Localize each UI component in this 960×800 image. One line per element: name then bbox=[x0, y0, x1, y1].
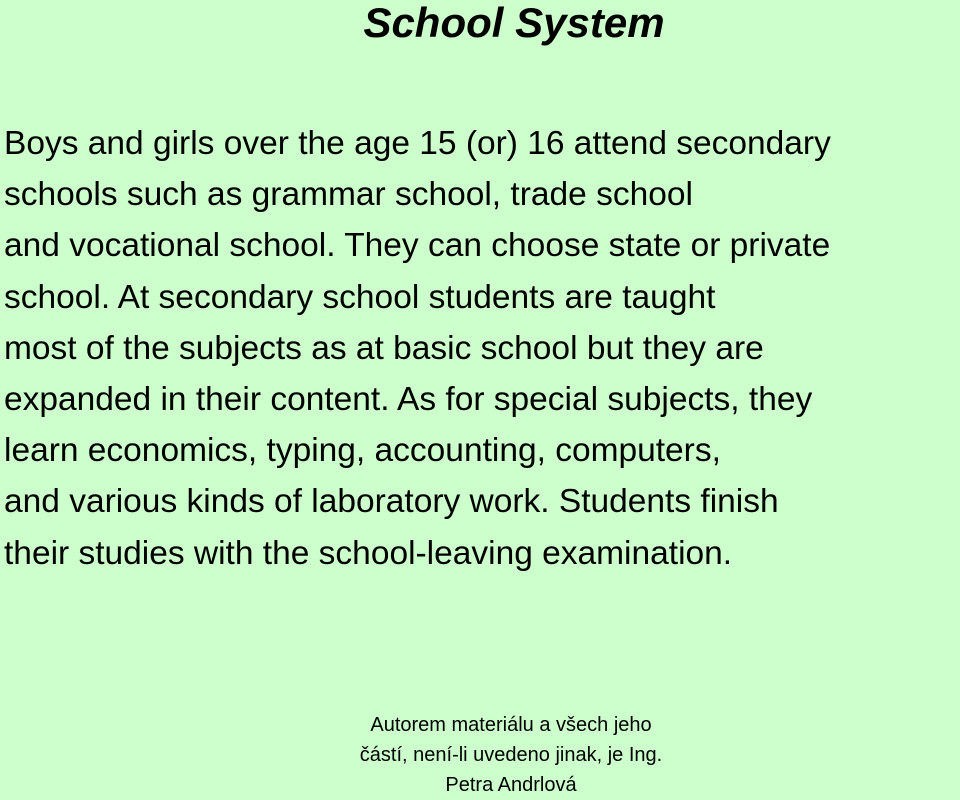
body-line: Boys and girls over the age 15 (or) 16 attend secondary bbox=[4, 125, 831, 162]
slide-body-text bbox=[4, 118, 960, 579]
footer-line: částí, není-li uvedeno jinak, je Ing. bbox=[359, 744, 663, 766]
body-line: most of the subjects as at basic school but they are bbox=[4, 329, 764, 367]
footer-line: Petra Andrlová bbox=[445, 774, 577, 796]
body-line: schools such as grammar school, trade school bbox=[4, 176, 693, 214]
footer-line: Autorem materiálu a všech jeho bbox=[370, 714, 652, 736]
slide-title: School System bbox=[363, 0, 665, 46]
body-line: their studies with the school-leaving examination. bbox=[4, 534, 733, 572]
author-credit-footer bbox=[331, 710, 691, 800]
body-line: expanded in their content. As for special subjects, they bbox=[4, 381, 813, 419]
body-line: school. At secondary school students are taught bbox=[4, 278, 716, 316]
body-line: learn economics, typing, accounting, computers, bbox=[4, 432, 721, 470]
body-line: and various kinds of laboratory work. Students finish bbox=[4, 483, 779, 521]
body-line: and vocational school. They can choose state or private bbox=[4, 227, 831, 265]
